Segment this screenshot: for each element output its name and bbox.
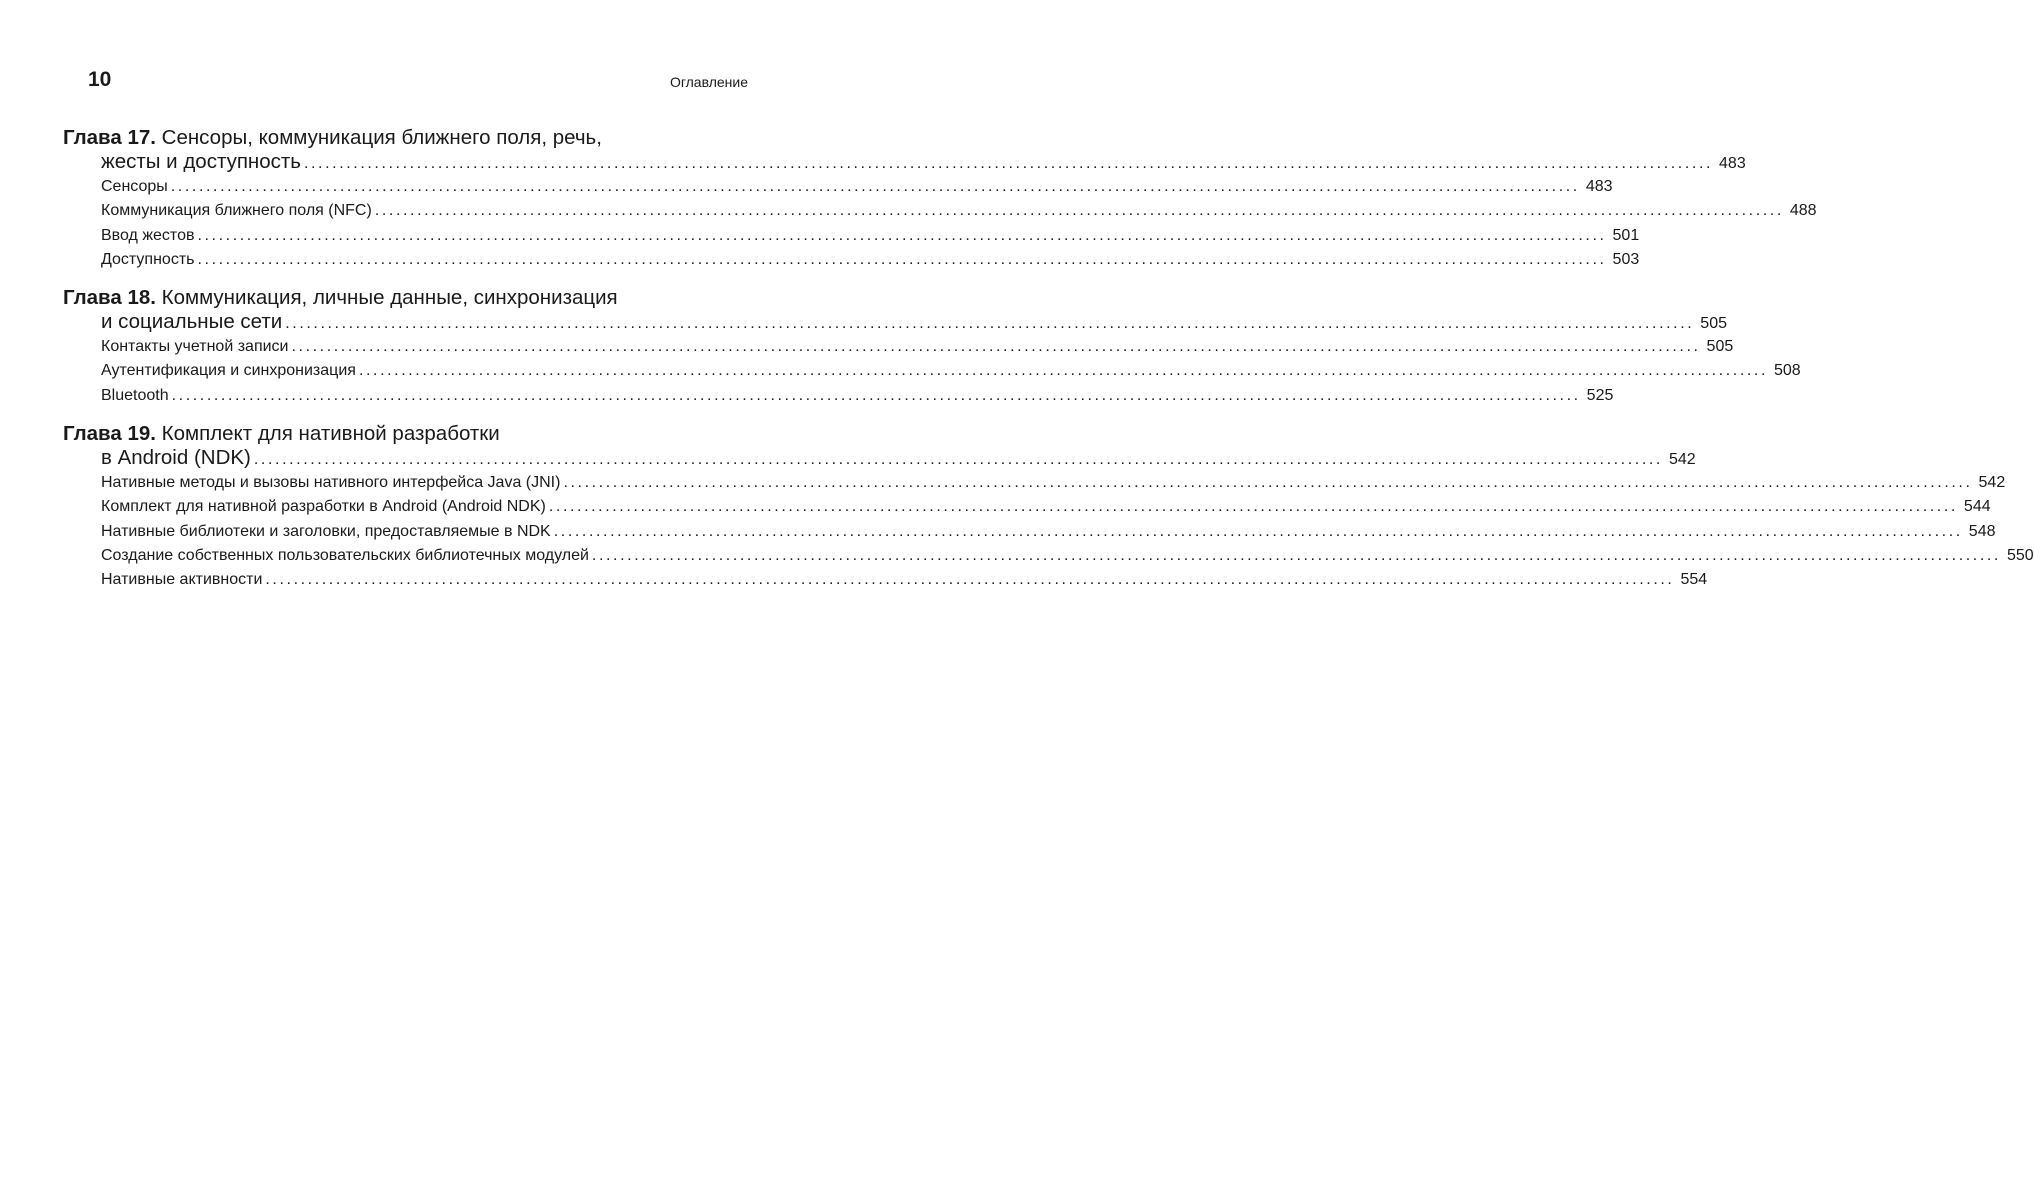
section-title: Сенсоры [101,178,168,195]
section-title: Ввод жестов [101,226,195,244]
toc-section-entry[interactable] [101,384,1614,408]
section-page: 508 [1774,362,1801,380]
dot-leader: ........................................................................................................................................................................................................ [563,474,1973,492]
toc-section-entry[interactable] [101,175,1613,199]
dot-leader: ........................................................................................................................................................................................................ [170,178,1580,195]
section-title: Bluetooth [101,386,169,404]
section-page: 554 [1680,571,1708,589]
chapter-label: Глава 18. [63,286,156,310]
section-page: 505 [1706,338,1734,356]
chapter-title-line2-entry[interactable] [101,446,1696,471]
section-page: 550 [2006,546,2034,564]
chapter-title-line1: Коммуникация, личные данные, синхронизация [161,286,618,310]
chapter-title-line2: жесты и доступность [101,150,301,173]
dot-leader: ........................................................................................................................................................................................................ [591,546,2001,564]
dot-leader: ........................................................................................................................................................................................................ [285,315,1695,333]
section-title: Аутентификация и синхронизация [101,362,356,380]
dot-leader: ........................................................................................................................................................................................................ [197,226,1607,244]
section-title: Нативные активности [101,571,263,589]
toc-section-entry[interactable] [101,544,2034,568]
section-title: Комплект для нативной разработки в Android (Android NDK) [101,498,546,516]
section-page: 488 [1789,202,1817,220]
section-title: Нативные методы и вызовы нативного интерфейса Java (JNI) [101,474,561,492]
section-page: 503 [1612,250,1640,268]
chapter-page: 505 [1700,315,1727,333]
chapter-title-line2: в Android (NDK) [101,446,251,470]
chapter-page: 483 [1719,155,1746,172]
dot-leader: ........................................................................................................................................................................................................ [358,362,1768,380]
section-title: Контакты учетной записи [101,338,289,356]
section-title: Доступность [101,250,195,268]
chapter-title-line2-entry[interactable] [101,150,1746,175]
chapter-18 [63,285,1801,408]
section-page: 525 [1586,386,1614,404]
section-page: 544 [1963,498,1991,516]
dot-leader: ........................................................................................................................................................................................................ [253,451,1663,469]
toc-section-entry[interactable] [101,248,1640,272]
chapter-page: 542 [1668,451,1696,469]
chapter-19 [63,421,2034,592]
table-of-contents [63,125,2034,606]
chapter-title-line1: Сенсоры, коммуникация ближнего поля, речь, [161,126,602,149]
dot-leader: ........................................................................................................................................................................................................ [548,498,1958,516]
section-page: 501 [1612,226,1640,244]
chapter-label: Глава 19. [63,422,156,446]
dot-leader: ........................................................................................................................................................................................................ [374,202,1784,220]
toc-section-entry[interactable] [101,568,1708,592]
chapter-title [63,285,749,310]
dot-leader: ........................................................................................................................................................................................................ [303,155,1714,172]
section-page: 542 [1978,474,2006,492]
toc-section-entry[interactable] [101,471,2006,495]
toc-section-entry[interactable] [101,199,1817,223]
section-title: Создание собственных пользовательских библиотечных модулей [101,546,589,564]
section-page: 483 [1585,178,1613,195]
running-head: Оглавление [669,74,748,90]
chapter-title-line1: Комплект для нативной разработки [161,422,500,446]
page-number: 10 [88,68,112,91]
toc-section-entry[interactable] [101,335,1734,359]
dot-leader: ........................................................................................................................................................................................................ [265,571,1675,589]
chapter-title-line2-entry[interactable] [101,310,1727,335]
section-title: Нативные библиотеки и заголовки, предоставляемые в NDK [101,522,551,540]
chapter-17 [63,125,1817,272]
toc-section-entry[interactable] [101,495,1991,519]
toc-section-entry[interactable] [101,359,1801,383]
chapter-title-line2: и социальные сети [101,310,283,334]
dot-leader: ........................................................................................................................................................................................................ [291,338,1701,356]
toc-section-entry[interactable] [101,520,1996,544]
dot-leader: ........................................................................................................................................................................................................ [553,522,1963,540]
dot-leader: ........................................................................................................................................................................................................ [171,386,1581,404]
toc-section-entry[interactable] [101,224,1640,248]
dot-leader: ........................................................................................................................................................................................................ [197,250,1607,268]
chapter-title [63,125,749,150]
section-title: Коммуникация ближнего поля (NFC) [101,202,372,220]
chapter-title [63,421,749,446]
section-page: 548 [1968,522,1996,540]
chapter-label: Глава 17. [63,126,156,149]
